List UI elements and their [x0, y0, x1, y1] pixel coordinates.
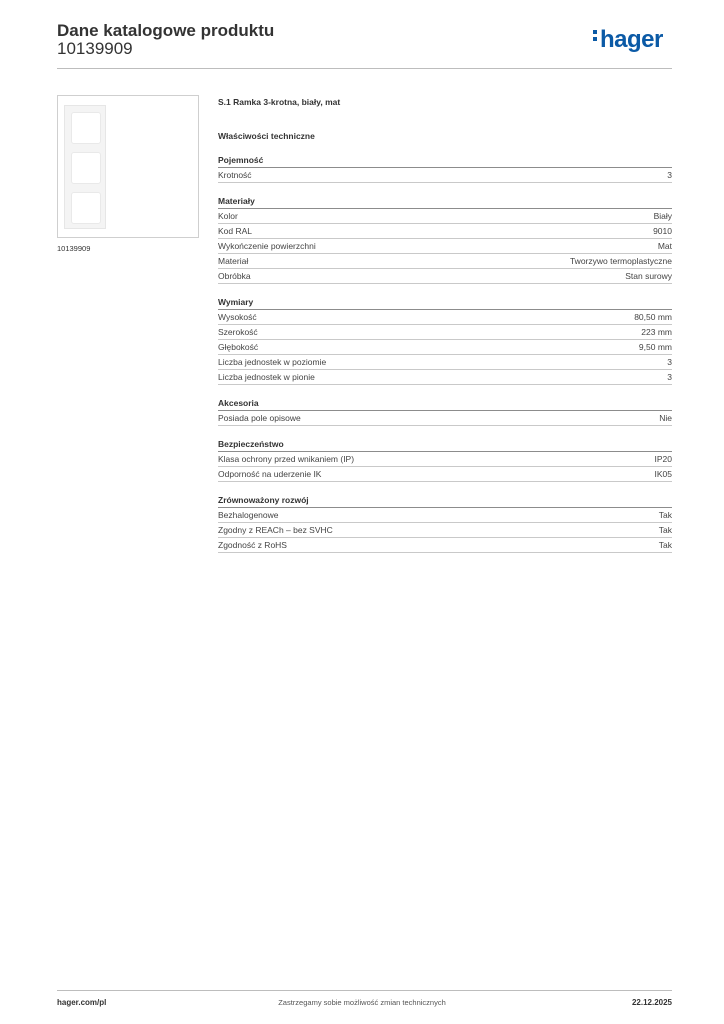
spec-label: Materiał	[218, 256, 249, 266]
spec-row	[218, 508, 672, 523]
spec-row	[218, 340, 672, 355]
spec-row	[218, 325, 672, 340]
spec-group-gap	[218, 284, 672, 295]
spec-value: Tak	[658, 540, 672, 550]
page-title: Dane katalogowe produktu	[57, 21, 275, 40]
spec-value: Stan surowy	[625, 271, 672, 281]
spec-label: Liczba jednostek w pionie	[218, 372, 315, 382]
specs-table	[218, 153, 672, 553]
hager-logo[interactable]	[593, 28, 663, 52]
spec-group-gap	[218, 426, 672, 437]
spec-label: Wysokość	[218, 312, 257, 322]
footer-divider	[57, 990, 672, 991]
spec-row	[218, 269, 672, 284]
spec-group-title: Akcesoria	[218, 396, 672, 411]
spec-value: Mat	[657, 241, 672, 251]
spec-row	[218, 168, 672, 183]
spec-row	[218, 523, 672, 538]
spec-label: Zgodny z REACh – bez SVHC	[218, 525, 333, 535]
spec-group-title: Materiały	[218, 194, 672, 209]
image-caption: 10139909	[57, 244, 91, 253]
spec-value: 9,50 mm	[638, 342, 672, 352]
spec-value: 3	[667, 357, 672, 367]
spec-label: Kod RAL	[218, 226, 253, 236]
frame-slot-3	[71, 192, 101, 224]
spec-label: Liczba jednostek w poziomie	[218, 357, 327, 367]
spec-label: Obróbka	[218, 271, 251, 281]
spec-row	[218, 467, 672, 482]
spec-group-title: Wymiary	[218, 295, 672, 310]
spec-value: Tak	[658, 525, 672, 535]
spec-value: Tak	[658, 510, 672, 520]
spec-group-gap	[218, 183, 672, 194]
spec-row	[218, 411, 672, 426]
specs-heading: Właściwości techniczne	[218, 131, 315, 141]
spec-value: 9010	[653, 226, 672, 236]
spec-label: Wykończenie powierzchni	[218, 241, 316, 251]
product-code: 10139909	[57, 39, 133, 58]
product-name: S.1 Ramka 3-krotna, biały, mat	[218, 97, 341, 107]
logo-text: hager	[600, 26, 663, 53]
spec-row	[218, 538, 672, 553]
spec-row	[218, 239, 672, 254]
footer-website-link[interactable]: hager.com/pl	[57, 998, 107, 1007]
spec-label: Klasa ochrony przed wnikaniem (IP)	[218, 454, 355, 464]
frame-image	[64, 105, 106, 229]
spec-group-title: Pojemność	[218, 153, 672, 168]
spec-group-title: Bezpieczeństwo	[218, 437, 672, 452]
spec-value: 3	[667, 170, 672, 180]
spec-label: Bezhalogenowe	[218, 510, 279, 520]
spec-row	[218, 224, 672, 239]
spec-value: 80,50 mm	[634, 312, 672, 322]
spec-label: Krotność	[218, 170, 252, 180]
spec-value: Tworzywo termoplastyczne	[569, 256, 672, 266]
spec-row	[218, 355, 672, 370]
spec-value: Biały	[653, 211, 672, 221]
spec-value: 223 mm	[641, 327, 672, 337]
spec-value: 3	[667, 372, 672, 382]
spec-group-gap	[218, 385, 672, 396]
spec-value: IP20	[654, 454, 672, 464]
spec-label: Głębokość	[218, 342, 259, 352]
spec-row	[218, 370, 672, 385]
spec-row	[218, 310, 672, 325]
spec-row	[218, 254, 672, 269]
logo-colon-icon	[593, 27, 598, 44]
frame-slot-1	[71, 112, 101, 144]
spec-row	[218, 452, 672, 467]
spec-label: Kolor	[218, 211, 238, 221]
spec-label: Odporność na uderzenie IK	[218, 469, 322, 479]
frame-slot-2	[71, 152, 101, 184]
spec-group-title: Zrównoważony rozwój	[218, 493, 672, 508]
spec-group-gap	[218, 482, 672, 493]
footer-disclaimer: Zastrzegamy sobie możliwość zmian technicznych	[278, 998, 446, 1007]
spec-label: Zgodność z RoHS	[218, 540, 287, 550]
spec-value: IK05	[654, 469, 672, 479]
spec-row	[218, 209, 672, 224]
footer-date: 22.12.2025	[631, 998, 672, 1007]
spec-label: Posiada pole opisowe	[218, 413, 301, 423]
spec-label: Szerokość	[218, 327, 258, 337]
header-divider	[57, 68, 672, 69]
spec-value: Nie	[659, 413, 672, 423]
